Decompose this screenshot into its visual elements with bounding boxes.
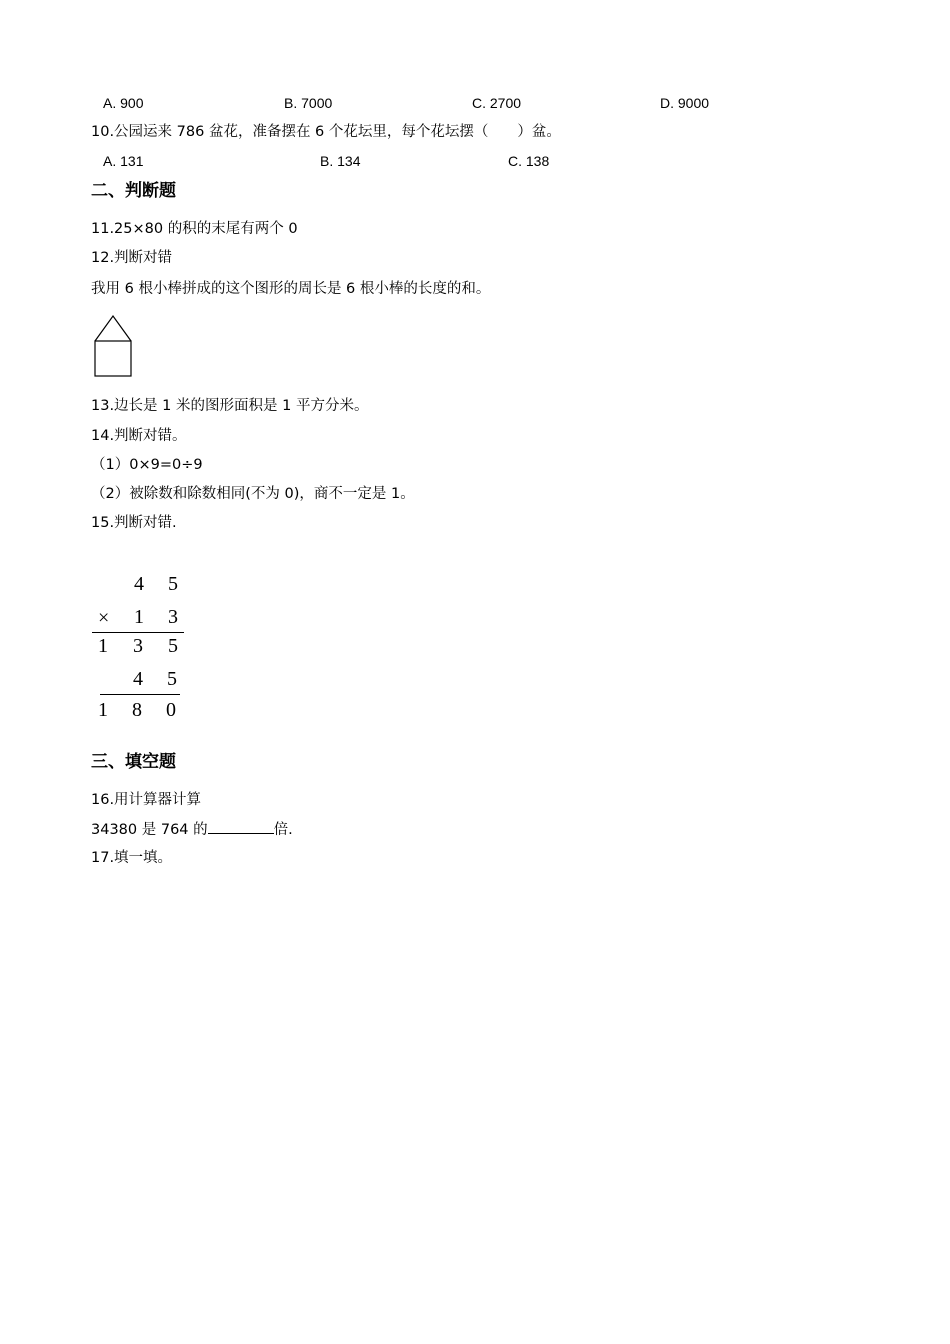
calc-digit: 1 <box>98 699 108 721</box>
q10-option-c: C. 138 <box>508 153 550 169</box>
section-2-heading: 二、判断题 <box>91 181 176 201</box>
q11-text: 11.25×80 的积的末尾有两个 0 <box>91 221 298 237</box>
q10-text: 10.公园运来 786 盆花，准备摆在 6 个花坛里，每个花坛摆（ ）盆。 <box>91 124 561 140</box>
q9-option-a: A. 900 <box>103 95 144 111</box>
house-figure <box>92 313 134 379</box>
q16-title: 16.用计算器计算 <box>91 792 202 808</box>
section-3-heading: 三、填空题 <box>91 752 176 772</box>
calc-digit: 1 <box>98 635 108 657</box>
q10-option-a: A. 131 <box>103 153 144 169</box>
calc-digit: 3 <box>168 606 178 628</box>
calc-digit: 0 <box>166 699 176 721</box>
q10-option-b: B. 134 <box>320 153 361 169</box>
q16-answer-blank[interactable] <box>208 819 274 834</box>
q14-item-2: （2）被除数和除数相同(不为 0)，商不一定是 1。 <box>91 486 415 502</box>
q9-option-b: B. 7000 <box>284 95 333 111</box>
calc-digit: 3 <box>133 635 143 657</box>
calc-digit: 1 <box>134 606 144 628</box>
q13-text: 13.边长是 1 米的图形面积是 1 平方分米。 <box>91 398 369 414</box>
calc-multiply-sign: × <box>98 607 110 629</box>
calc-digit: 4 <box>134 573 144 595</box>
calc-digit: 5 <box>167 668 177 690</box>
q16-text <box>91 819 293 840</box>
calc-rule-2 <box>100 694 180 695</box>
q16-text-before: 34380 是 764 的 <box>91 822 208 838</box>
q9-option-d: D. 9000 <box>660 95 710 111</box>
calc-rule-1 <box>92 632 184 633</box>
q14-title: 14.判断对错。 <box>91 428 187 444</box>
calc-digit: 8 <box>132 699 142 721</box>
q12-text: 我用 6 根小棒拼成的这个图形的周长是 6 根小棒的长度的和。 <box>91 281 491 297</box>
q16-text-after: 倍. <box>273 822 293 838</box>
q17-text: 17.填一填。 <box>91 850 173 866</box>
calc-digit: 4 <box>133 668 143 690</box>
vertical-multiplication <box>86 566 196 726</box>
calc-digit: 5 <box>168 635 178 657</box>
q15-title: 15.判断对错. <box>91 515 177 531</box>
q14-item-1: （1）0×9=0÷9 <box>91 457 203 473</box>
q9-option-c: C. 2700 <box>472 95 522 111</box>
q12-title: 12.判断对错 <box>91 250 173 266</box>
calc-digit: 5 <box>168 573 178 595</box>
